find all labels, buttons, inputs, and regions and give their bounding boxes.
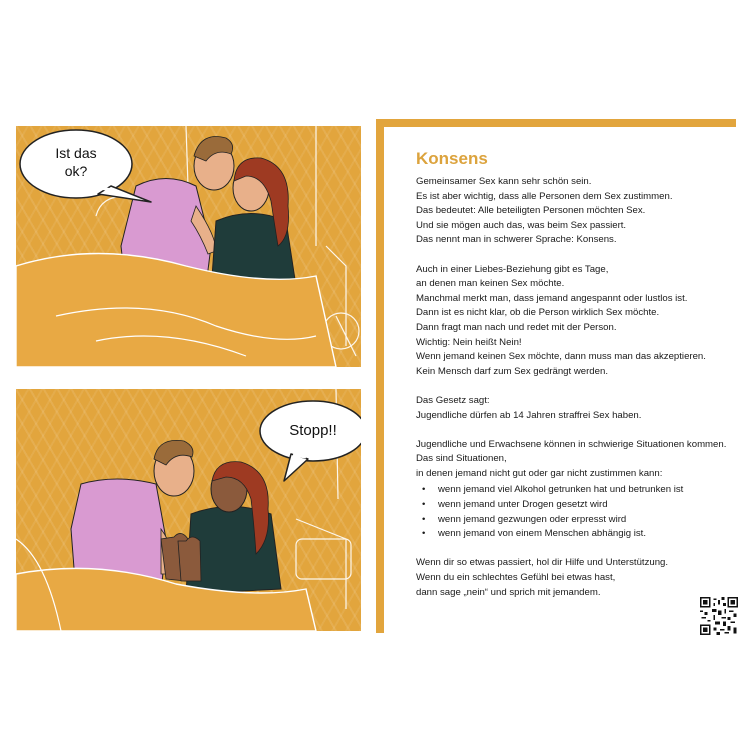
text-line: Das sind Situationen, xyxy=(416,453,507,465)
comic-panel-bottom xyxy=(16,389,361,631)
speech-bubble-bottom-text: Stopp!! xyxy=(289,422,337,439)
list-item: • wenn jemand viel Alkohol getrunken hat und betrunken ist xyxy=(438,483,736,498)
text-line: Jugendliche und Erwachsene können in schwierige Situationen kommen. xyxy=(416,438,727,450)
card-body xyxy=(416,175,736,615)
text-line: Es ist aber wichtig, dass alle Personen dem Sex zustimmen. xyxy=(416,190,673,202)
speech-bubble-top-text: Ist das ok? xyxy=(55,145,97,179)
text-line: Wenn jemand keinen Sex möchte, dann muss man das akzeptieren. xyxy=(416,351,706,363)
situations-list xyxy=(416,483,736,541)
text-line: Dann fragt man nach und redet mit der Person. xyxy=(416,321,617,333)
text-line: Das nennt man in schwerer Sprache: Konsens. xyxy=(416,234,617,246)
paragraph-intro xyxy=(416,175,736,248)
text-line: Das Gesetz sagt: xyxy=(416,394,490,406)
comic-panel-top xyxy=(16,126,361,367)
paragraph-situations xyxy=(416,438,736,482)
text-line: Und sie mögen auch das, was beim Sex passiert. xyxy=(416,219,627,231)
speech-bubble-bottom xyxy=(260,401,361,481)
list-item: • wenn jemand gezwungen oder erpresst wird xyxy=(438,513,736,528)
text-line: in denen jemand nicht gut oder gar nicht zustimmen kann: xyxy=(416,467,663,479)
text-line: Dann ist es nicht klar, ob die Person wirklich Sex möchte. xyxy=(416,307,660,319)
list-item: • wenn jemand von einem Menschen abhängig ist. xyxy=(438,527,736,542)
text-line: Kein Mensch darf zum Sex gedrängt werden. xyxy=(416,365,608,377)
info-card xyxy=(376,119,736,633)
text-line: Jugendliche dürfen ab 14 Jahren straffrei Sex haben. xyxy=(416,409,642,421)
text-line: Gemeinsamer Sex kann sehr schön sein. xyxy=(416,176,592,187)
text-line: Manchmal merkt man, dass jemand angespannt oder lustlos ist. xyxy=(416,292,688,304)
text-line: dann sage „nein“ und sprich mit jemandem. xyxy=(416,586,601,598)
text-line: Wenn dir so etwas passiert, hol dir Hilfe und Unterstützung. xyxy=(416,557,669,569)
paragraph-relationship xyxy=(416,263,736,380)
text-line: Wichtig: Nein heißt Nein! xyxy=(416,336,522,348)
paragraph-law xyxy=(416,394,736,423)
list-item: • wenn jemand unter Drogen gesetzt wird xyxy=(438,498,736,513)
text-line: Wenn du ein schlechtes Gefühl bei etwas hast, xyxy=(416,572,616,584)
text-line: an denen man keinen Sex möchte. xyxy=(416,278,565,290)
text-line: Das bedeutet: Alle beteiligten Personen möchten Sex. xyxy=(416,205,646,217)
qr-code[interactable] xyxy=(700,597,738,635)
text-line: Auch in einer Liebes-Beziehung gibt es Tage, xyxy=(416,263,609,275)
card-title: Konsens xyxy=(416,149,488,168)
paragraph-help xyxy=(416,556,736,600)
info-card-content xyxy=(384,127,736,633)
